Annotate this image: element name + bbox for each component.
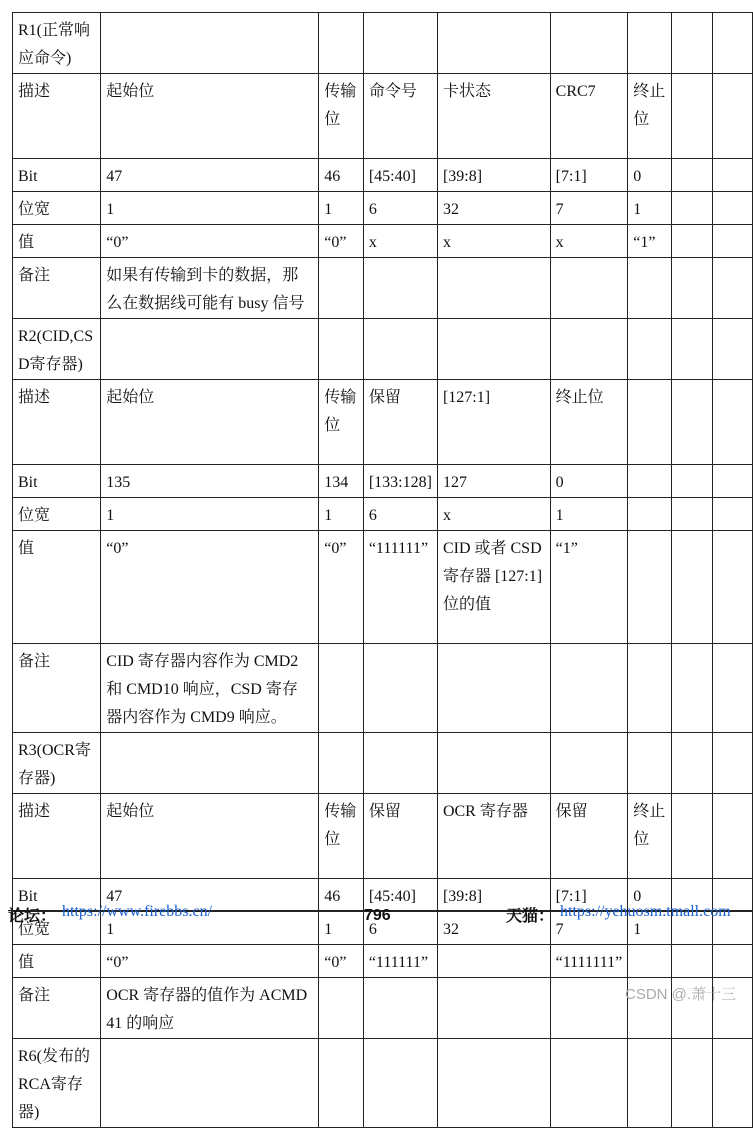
table-cell: Bit xyxy=(13,159,101,192)
table-cell: 1 xyxy=(319,912,364,945)
table-row xyxy=(13,733,753,794)
table-cell xyxy=(713,192,753,225)
table-cell: 1 xyxy=(319,192,364,225)
table-row xyxy=(13,225,753,258)
table-cell xyxy=(713,531,753,644)
table-cell: [7:1] xyxy=(550,159,628,192)
table-cell xyxy=(713,380,753,465)
table-cell xyxy=(671,531,712,644)
table-cell: 7 xyxy=(550,912,628,945)
table-row xyxy=(13,258,753,319)
table-cell: “0” xyxy=(319,945,364,978)
table-cell xyxy=(437,733,550,794)
table-cell: “0” xyxy=(101,225,319,258)
table-row xyxy=(13,319,753,380)
table-row xyxy=(13,380,753,465)
table-cell xyxy=(671,225,712,258)
table-cell xyxy=(713,733,753,794)
table-cell xyxy=(101,319,319,380)
table-cell xyxy=(550,978,628,1039)
table-cell: 保留 xyxy=(363,794,437,879)
table-cell: 传输位 xyxy=(319,380,364,465)
table-cell xyxy=(437,13,550,74)
table-cell xyxy=(628,945,671,978)
table-cell: 134 xyxy=(319,465,364,498)
table-cell xyxy=(671,498,712,531)
table-cell xyxy=(437,945,550,978)
table-cell: 46 xyxy=(319,159,364,192)
table-row xyxy=(13,498,753,531)
table-cell: 备注 xyxy=(13,258,101,319)
table-cell: 传输位 xyxy=(319,794,364,879)
table-cell: “1” xyxy=(550,531,628,644)
table-cell: 1 xyxy=(101,498,319,531)
table-cell xyxy=(550,319,628,380)
table-cell: “111111” xyxy=(363,945,437,978)
table-cell: 135 xyxy=(101,465,319,498)
table-cell: 32 xyxy=(437,912,550,945)
table-cell: “0” xyxy=(319,225,364,258)
table-cell: 0 xyxy=(628,159,671,192)
table-cell xyxy=(363,1039,437,1128)
table-cell: 描述 xyxy=(13,794,101,879)
table-cell: 位宽 xyxy=(13,498,101,531)
table-cell xyxy=(628,380,671,465)
table-cell: 值 xyxy=(13,945,101,978)
table-cell: 6 xyxy=(363,912,437,945)
table-cell xyxy=(671,644,712,733)
table-cell xyxy=(101,13,319,74)
table-cell: 备注 xyxy=(13,978,101,1039)
table-cell: R1(正常响应命令) xyxy=(13,13,101,74)
table-cell: 命令号 xyxy=(363,74,437,159)
table-cell xyxy=(319,644,364,733)
table-cell: CID 或者 CSD 寄存器 [127:1] 位的值 xyxy=(437,531,550,644)
table-cell xyxy=(671,319,712,380)
table-cell xyxy=(671,159,712,192)
table-cell xyxy=(363,733,437,794)
table-cell xyxy=(550,1039,628,1128)
table-cell: R2(CID,CSD寄存器) xyxy=(13,319,101,380)
table-cell: 保留 xyxy=(363,380,437,465)
table-cell xyxy=(319,13,364,74)
table-cell: Bit xyxy=(13,465,101,498)
table-cell: 终止位 xyxy=(628,794,671,879)
table-cell xyxy=(319,733,364,794)
table-row xyxy=(13,531,753,644)
table-cell: [45:40] xyxy=(363,159,437,192)
table-cell: Bit xyxy=(13,879,101,912)
table-cell xyxy=(671,13,712,74)
table-cell: R6(发布的RCA寄存器) xyxy=(13,1039,101,1128)
table-cell xyxy=(628,644,671,733)
table-cell xyxy=(363,13,437,74)
table-cell: 描述 xyxy=(13,74,101,159)
table-cell xyxy=(671,380,712,465)
table-cell: x xyxy=(437,498,550,531)
table-cell xyxy=(101,733,319,794)
table-cell: 终止位 xyxy=(550,380,628,465)
page-footer xyxy=(8,903,753,927)
table-cell: 47 xyxy=(101,879,319,912)
forum-link[interactable]: https://www.firebbs.cn/ xyxy=(62,903,213,920)
table-cell: 起始位 xyxy=(101,380,319,465)
tmall-link[interactable]: https://yehuosm.tmall.com xyxy=(560,903,731,920)
table-cell xyxy=(713,159,753,192)
table-cell xyxy=(550,733,628,794)
table-cell: [7:1] xyxy=(550,879,628,912)
table-cell xyxy=(101,1039,319,1128)
table-cell xyxy=(628,733,671,794)
table-cell: [39:8] xyxy=(437,159,550,192)
table-cell xyxy=(713,13,753,74)
table-cell xyxy=(437,978,550,1039)
table-cell xyxy=(437,258,550,319)
table-cell: 7 xyxy=(550,192,628,225)
table-cell: 127 xyxy=(437,465,550,498)
table-cell: 位宽 xyxy=(13,192,101,225)
table-cell: 1 xyxy=(319,498,364,531)
table-cell: “0” xyxy=(101,945,319,978)
table-cell xyxy=(628,531,671,644)
table-cell: “0” xyxy=(101,531,319,644)
table-cell xyxy=(671,945,712,978)
table-cell: 保留 xyxy=(550,794,628,879)
table-cell xyxy=(628,498,671,531)
table-row xyxy=(13,644,753,733)
table-cell xyxy=(437,319,550,380)
table-cell: CID 寄存器内容作为 CMD2 和 CMD10 响应，CSD 寄存器内容作为 CMD9 响应。 xyxy=(101,644,319,733)
table-cell: 0 xyxy=(550,465,628,498)
table-cell: 如果有传输到卡的数据，那么在数据线可能有 busy 信号 xyxy=(101,258,319,319)
table-cell: 1 xyxy=(550,498,628,531)
table-cell: 起始位 xyxy=(101,794,319,879)
table-cell xyxy=(319,258,364,319)
table-cell xyxy=(713,945,753,978)
table-cell: [39:8] xyxy=(437,879,550,912)
table-cell xyxy=(713,794,753,879)
table-cell: [127:1] xyxy=(437,380,550,465)
table-cell: x xyxy=(550,225,628,258)
table-cell xyxy=(628,13,671,74)
table-cell xyxy=(713,319,753,380)
table-cell xyxy=(319,319,364,380)
table-cell xyxy=(550,13,628,74)
table-cell xyxy=(628,319,671,380)
table-cell: “1111111” xyxy=(550,945,628,978)
table-cell xyxy=(628,258,671,319)
table-cell xyxy=(713,465,753,498)
table-cell: 0 xyxy=(628,879,671,912)
table-cell: 1 xyxy=(628,192,671,225)
table-row xyxy=(13,465,753,498)
table-cell xyxy=(671,192,712,225)
table-cell xyxy=(363,644,437,733)
table-cell: 32 xyxy=(437,192,550,225)
table-cell: 1 xyxy=(628,912,671,945)
tmall-label: 天猫： xyxy=(506,908,555,925)
table-row xyxy=(13,13,753,74)
table-cell: 46 xyxy=(319,879,364,912)
table-row xyxy=(13,1039,753,1128)
table-cell: 终止位 xyxy=(628,74,671,159)
table-cell: “0” xyxy=(319,531,364,644)
table-cell: 值 xyxy=(13,531,101,644)
table-cell: x xyxy=(363,225,437,258)
table-row xyxy=(13,794,753,879)
table-cell xyxy=(550,644,628,733)
table-cell: “1” xyxy=(628,225,671,258)
table-cell xyxy=(628,1039,671,1128)
table-cell xyxy=(628,465,671,498)
table-cell: [133:128] xyxy=(363,465,437,498)
table-cell xyxy=(550,258,628,319)
table-row xyxy=(13,192,753,225)
table-cell: OCR 寄存器 xyxy=(437,794,550,879)
table-cell: 值 xyxy=(13,225,101,258)
table-cell xyxy=(713,225,753,258)
table-cell: 6 xyxy=(363,498,437,531)
csdn-watermark: CSDN @.萧十三 xyxy=(625,986,737,1003)
table-cell: x xyxy=(437,225,550,258)
table-cell xyxy=(363,978,437,1039)
table-cell: 卡状态 xyxy=(437,74,550,159)
table-cell xyxy=(671,465,712,498)
table-cell: R3(OCR寄存器) xyxy=(13,733,101,794)
table-cell xyxy=(713,644,753,733)
forum-label: 论坛： xyxy=(8,908,57,925)
response-format-table xyxy=(12,12,753,1128)
table-cell: OCR 寄存器的值作为 ACMD41 的响应 xyxy=(101,978,319,1039)
table-cell: 1 xyxy=(101,912,319,945)
table-cell: 备注 xyxy=(13,644,101,733)
table-cell xyxy=(319,1039,364,1128)
table-cell xyxy=(671,74,712,159)
table-cell xyxy=(713,1039,753,1128)
table-cell xyxy=(671,794,712,879)
page-number: 796 xyxy=(364,907,391,924)
table-cell: [45:40] xyxy=(363,879,437,912)
table-row xyxy=(13,74,753,159)
table-cell xyxy=(671,1039,712,1128)
table-cell: CRC7 xyxy=(550,74,628,159)
table-cell xyxy=(319,978,364,1039)
table-cell xyxy=(363,258,437,319)
table-cell xyxy=(437,644,550,733)
table-row xyxy=(13,159,753,192)
table-cell xyxy=(713,74,753,159)
table-cell: 位宽 xyxy=(13,912,101,945)
table-cell: 1 xyxy=(101,192,319,225)
table-cell: 6 xyxy=(363,192,437,225)
table-cell: 传输位 xyxy=(319,74,364,159)
table-cell xyxy=(713,258,753,319)
table-cell xyxy=(671,258,712,319)
table-cell: 描述 xyxy=(13,380,101,465)
table-cell xyxy=(363,319,437,380)
table-cell: “111111” xyxy=(363,531,437,644)
table-cell: 起始位 xyxy=(101,74,319,159)
table-cell xyxy=(437,1039,550,1128)
table-cell xyxy=(713,498,753,531)
table-cell: 47 xyxy=(101,159,319,192)
table-row xyxy=(13,945,753,978)
table-cell xyxy=(671,733,712,794)
